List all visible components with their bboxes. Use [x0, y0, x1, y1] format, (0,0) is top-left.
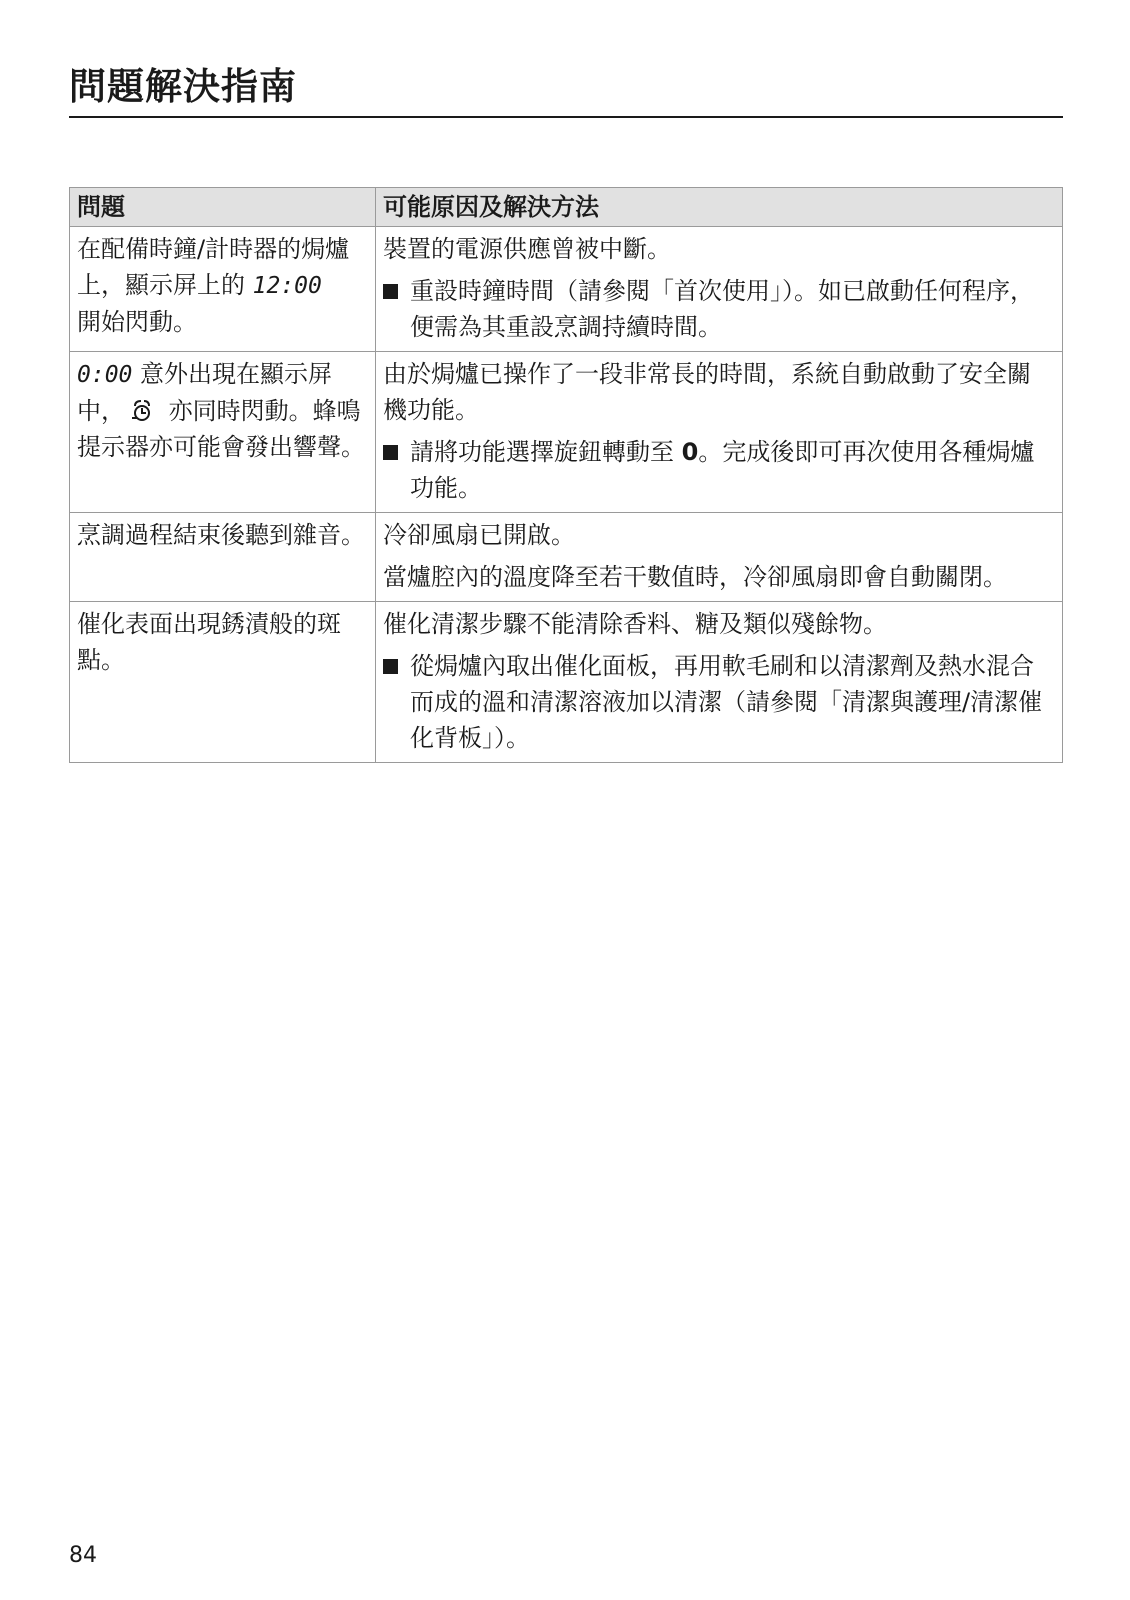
remedy-text: 。完成後即可再次使用各種焗爐功能。	[410, 438, 1035, 502]
problem-cell	[70, 352, 376, 513]
cause-detail-text: 當爐腔內的溫度降至若干數值時，冷卻風扇即會自動關閉。	[383, 563, 1007, 591]
dial-position-value: 0	[681, 438, 699, 466]
troubleshooting-table	[69, 187, 1063, 763]
solution-cell	[376, 227, 1063, 352]
page-title: 問題解決指南	[69, 65, 297, 108]
solution-cell	[376, 513, 1063, 602]
remedy-item	[383, 648, 1054, 756]
problem-cell: 催化表面出現銹漬般的斑點。	[70, 602, 376, 763]
header-problem: 問題	[70, 188, 376, 227]
cause-text: 由於焗爐已操作了一段非常長的時間，系統自動啟動了安全關機功能。	[383, 360, 1031, 424]
problem-text: 在配備時鐘/計時器的焗爐上，顯示屏上的	[77, 235, 350, 299]
remedy-text: 請將功能選擇旋鈕轉動至	[410, 438, 682, 466]
table-header-row	[70, 188, 1063, 227]
remedy-item	[383, 434, 1054, 506]
remedy-text: 從焗爐內取出催化面板，再用軟毛刷和以清潔劑及熱水混合而成的溫和清潔溶液加以清潔（請參閱「清潔與護理/清潔催化背板」）。	[410, 652, 1043, 752]
title-divider	[69, 116, 1063, 118]
table-row	[70, 352, 1063, 513]
cause-text: 冷卻風扇已開啟。	[383, 521, 575, 549]
cause-text: 催化清潔步驟不能清除香料、糖及類似殘餘物。	[383, 610, 887, 638]
cause-text: 裝置的電源供應曾被中斷。	[383, 235, 671, 263]
table-row	[70, 227, 1063, 352]
timer-symbol-icon	[129, 396, 155, 420]
display-readout: 12:00	[252, 273, 322, 299]
bullet-square-icon	[383, 284, 398, 299]
solution-cell	[376, 352, 1063, 513]
problem-text: 意外出現在顯示屏中，	[77, 360, 333, 425]
page-number: 84	[69, 1543, 97, 1568]
display-readout: 0:00	[77, 362, 133, 388]
problem-text: 亦同時閃動。蜂鳴提示器亦可能會發出響聲。	[77, 397, 365, 461]
problem-text: 開始閃動。	[77, 308, 197, 336]
header-solution: 可能原因及解決方法	[376, 188, 1063, 227]
remedy-item	[383, 273, 1054, 345]
table-row	[70, 513, 1063, 602]
bullet-square-icon	[383, 445, 398, 460]
solution-cell	[376, 602, 1063, 763]
problem-cell	[70, 227, 376, 352]
problem-cell: 烹調過程結束後聽到雜音。	[70, 513, 376, 602]
table-row	[70, 602, 1063, 763]
bullet-square-icon	[383, 659, 398, 674]
remedy-text: 重設時鐘時間（請參閱「首次使用」）。如已啟動任何程序，便需為其重設烹調持續時間。	[410, 277, 1034, 341]
